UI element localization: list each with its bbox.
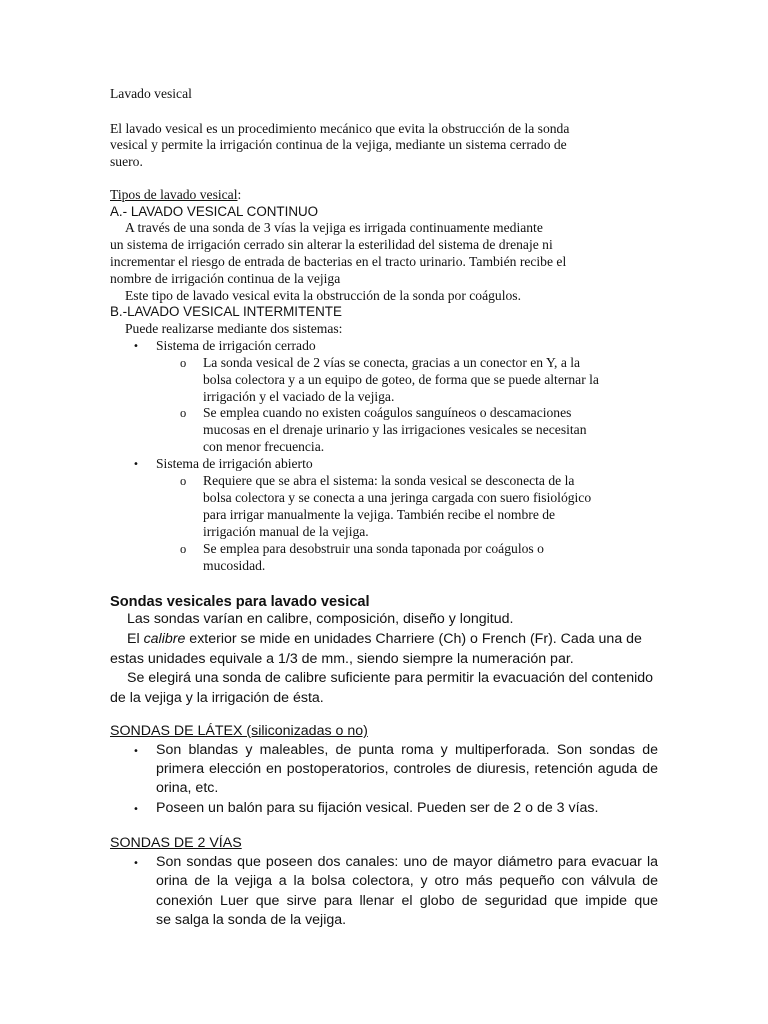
section-a-line: incrementar el riesgo de entrada de bacterias en el tracto urinario. También recibe el — [110, 254, 567, 269]
document-title: Lavado vesical — [110, 86, 192, 101]
bullet-glyph: • — [133, 804, 139, 815]
sondas-paragraph: Las sondas varían en calibre, composición, diseño y longitud. — [127, 611, 514, 627]
intro-line: El lavado vesical es un procedimiento mecánico que evita la obstrucción de la sonda — [110, 121, 570, 136]
system-item-line: mucosas en el drenaje urinario y las irrigaciones vesicales se necesitan — [203, 422, 587, 437]
sub-bullet-glyph: o — [180, 406, 187, 420]
sondas-paragraph: Se elegirá una sonda de calibre suficiente para permitir la evacuación del contenido — [127, 670, 654, 686]
system-item-line: Requiere que se abra el sistema: la sonda vesical se desconecta de la — [203, 473, 575, 488]
dos-vias-heading: SONDAS DE 2 VÍAS — [110, 835, 242, 851]
bullet-glyph: • — [133, 746, 139, 757]
system-item-line: La sonda vesical de 2 vías se conecta, gracias a un conector en Y, a la — [203, 355, 581, 370]
system-item-line: irrigación y el vaciado de la vejiga. — [203, 389, 395, 404]
calibre-term: calibre — [143, 631, 186, 647]
system-label: Sistema de irrigación abierto — [156, 456, 313, 471]
latex-item-line: primera elección en postoperatorios, controles de diuresis, retención aguda de — [156, 761, 658, 777]
sondas-text: exterior se mide en unidades Charriere (Ch) o French (Fr). Cada una de — [185, 631, 642, 647]
sub-bullet-glyph: o — [180, 356, 187, 370]
dos-vias-item-line: orina de la vejiga a la bolsa colectora, y otro más pequeño con válvula de — [156, 873, 658, 889]
latex-item-line: Son blandas y maleables, de punta roma y multiperforada. Son sondas de — [156, 742, 658, 758]
sondas-heading: Sondas vesicales para lavado vesical — [110, 594, 370, 610]
sondas-paragraph — [127, 630, 642, 650]
dos-vias-item-line: Son sondas que poseen dos canales: uno de mayor diámetro para evacuar la — [156, 854, 658, 870]
latex-item-line: orina, etc. — [156, 780, 219, 796]
system-item-line: irrigación manual de la vejiga. — [203, 524, 369, 539]
sondas-paragraph: de la vejiga y la irrigación de ésta. — [110, 690, 324, 706]
system-item-line: Se emplea para desobstruir una sonda taponada por coágulos o — [203, 541, 544, 556]
latex-heading: SONDAS DE LÁTEX (siliconizadas o no) — [110, 723, 368, 739]
section-a-line: un sistema de irrigación cerrado sin alterar la esterilidad del sistema de drenaje ni — [110, 237, 553, 252]
tipos-heading-line — [110, 187, 241, 204]
section-b-intro: Puede realizarse mediante dos sistemas: — [125, 321, 343, 336]
latex-item-line: Poseen un balón para su fijación vesical. Pueden ser de 2 o de 3 vías. — [156, 800, 599, 816]
bullet-glyph: • — [133, 459, 139, 470]
system-label: Sistema de irrigación cerrado — [156, 338, 316, 353]
bullet-glyph: • — [133, 858, 139, 869]
system-item-line: Se emplea cuando no existen coágulos sanguíneos o descamaciones — [203, 405, 572, 420]
intro-line: vesical y permite la irrigación continua de la vejiga, mediante un sistema cerrado de — [110, 137, 567, 152]
dos-vias-item-line: se salga la sonda de la vejiga. — [156, 912, 347, 928]
system-item-line: bolsa colectora y a un equipo de goteo, de forma que se puede alternar la — [203, 372, 599, 387]
section-a-line: nombre de irrigación continua de la vejiga — [110, 271, 341, 286]
bullet-glyph: • — [133, 341, 139, 352]
system-item-line: mucosidad. — [203, 558, 266, 573]
system-item-line: bolsa colectora y se conecta a una jeringa cargada con suero fisiológico — [203, 490, 592, 505]
tipos-heading: Tipos de lavado vesical — [110, 187, 238, 202]
sub-bullet-glyph: o — [180, 474, 187, 488]
section-a-line: Este tipo de lavado vesical evita la obstrucción de la sonda por coágulos. — [125, 288, 521, 303]
section-b-heading: B.-LAVADO VESICAL INTERMITENTE — [110, 304, 342, 319]
system-item-line: con menor frecuencia. — [203, 439, 325, 454]
section-a-line: A través de una sonda de 3 vías la vejiga es irrigada continuamente mediante — [125, 220, 543, 235]
dos-vias-item-line: conexión Luer que sirve para llenar el globo de seguridad que impide que — [156, 893, 658, 909]
sondas-text: El — [127, 631, 144, 647]
section-a-heading: A.- LAVADO VESICAL CONTINUO — [110, 204, 319, 219]
tipos-colon: : — [237, 187, 242, 202]
system-item-line: para irrigar manualmente la vejiga. También recibe el nombre de — [203, 507, 556, 522]
sondas-paragraph: estas unidades equivale a 1/3 de mm., siendo siempre la numeración par. — [110, 651, 574, 667]
sub-bullet-glyph: o — [180, 542, 187, 556]
intro-line: suero. — [110, 154, 143, 169]
